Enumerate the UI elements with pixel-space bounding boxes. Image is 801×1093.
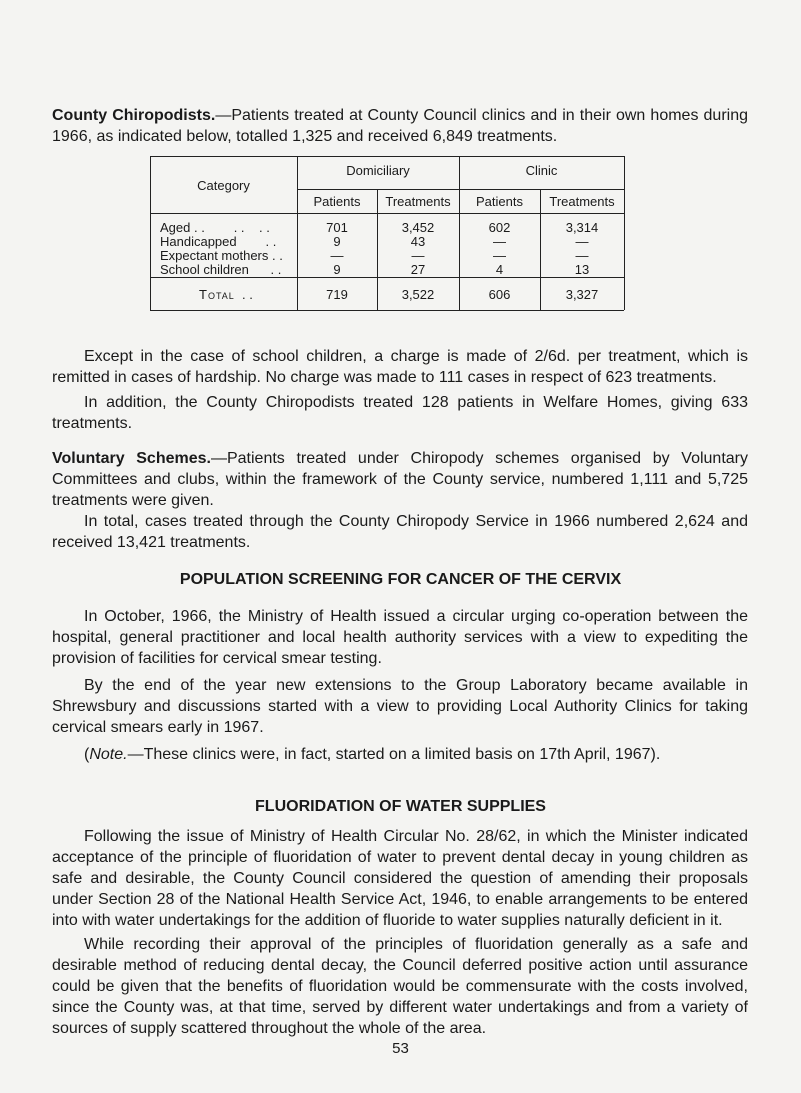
total-clinic-patients: 606	[488, 287, 511, 302]
welfare-paragraph: In addition, the County Chiropodists treated 128 patients in Welfare Homes, giving 633 treatments.	[52, 394, 748, 432]
table-subheader-rule	[297, 189, 624, 190]
voluntary-paragraph	[52, 448, 748, 511]
row-dom-treatments: —	[411, 248, 425, 263]
page-number: 53	[392, 1040, 409, 1057]
row-category: Aged . . . . . .	[160, 220, 270, 235]
cancer-paragraph-1: In October, 1966, the Ministry of Health issued a circular urging co-operation between the hospital, general practitioner and local health authority services with a view to expediting the provision of facilities for cervical smear testing.	[52, 608, 748, 667]
total-label-text: Total	[199, 287, 235, 302]
header-clinic-patients: Patients	[476, 194, 523, 209]
row-clinic-treatments: —	[575, 234, 589, 249]
table-top-rule	[150, 156, 624, 157]
row-clinic-treatments: 3,314	[565, 220, 599, 235]
row-dom-treatments: 43	[410, 234, 426, 249]
header-dom-patients: Patients	[313, 194, 361, 209]
header-clinic: Clinic	[525, 163, 558, 178]
voluntary-title: Voluntary Schemes.	[52, 450, 211, 467]
row-clinic-treatments: 13	[574, 262, 590, 277]
header-domiciliary: Domiciliary	[346, 163, 410, 178]
table-header-rule	[150, 213, 624, 214]
total-label	[199, 287, 253, 302]
row-dom-treatments: 27	[410, 262, 426, 277]
total-dom-patients: 719	[326, 287, 348, 302]
fluoridation-paragraph-2: While recording their approval of the principles of fluoridation generally as a safe and desirable method of reducing dental decay, the Council deferred positive action until assurance could be given that the benefits of fluoridation would be commensurate with the costs involved, since the County was, at that time, served by different water undertakings and from a variety of sources of supply scattered throughout the whole of the area.	[52, 936, 748, 1037]
note-text: —These clinics were, in fact, started on a limited basis on 17th April, 1967).	[127, 746, 661, 763]
row-dom-patients: 9	[333, 234, 341, 249]
intro-text: —Patients treated at County Council clinics and in their own homes during 1966, as indicated below, totalled 1,325 and received 6,849 treatments.	[52, 107, 749, 145]
voluntary-text: —Patients treated under Chiropody schemes organised by Voluntary Committees and clubs, within the framework of the County service, numbered 1,111 and 5,725 treatments were given.	[52, 450, 749, 509]
header-category: Category	[197, 178, 250, 193]
header-clinic-treatments: Treatments	[549, 194, 615, 209]
row-clinic-treatments: —	[575, 248, 589, 263]
cancer-note: (Note.—These clinics were, in fact, started on a limited basis on 17th April, 1967).	[84, 746, 661, 763]
row-dom-patients: 701	[326, 220, 348, 235]
total-clinic-treatments: 3,327	[565, 287, 599, 302]
row-clinic-patients: —	[493, 248, 506, 263]
fluoridation-heading: FLUORIDATION OF WATER SUPPLIES	[255, 798, 546, 815]
header-dom-treatments: Treatments	[385, 194, 451, 209]
row-dom-patients: —	[330, 248, 344, 263]
row-clinic-patients: —	[493, 234, 506, 249]
fluoridation-paragraph-1: Following the issue of Ministry of Health Circular No. 28/62, in which the Minister indicated acceptance of the principle of fluoridation of water to prevent dental decay in young children as safe and desirable, the County Council considered the question of amending their proposals under Section 28 of the National Health Service Act, 1946, to enable arrangements to be entered into with water undertakings for the addition of fluoride to water supplies naturally deficient in it.	[52, 828, 748, 929]
note-label: Note.	[89, 746, 128, 763]
row-clinic-patients: 602	[488, 220, 511, 235]
table-total-rule	[150, 277, 624, 278]
row-category: Expectant mothers . .	[160, 248, 283, 263]
total-paragraph: In total, cases treated through the County Chiropody Service in 1966 numbered 2,624 and received 13,421 treatments.	[52, 513, 748, 551]
table-right-rule	[624, 156, 625, 310]
cancer-paragraph-2: By the end of the year new extensions to the Group Laboratory became available in Shrewsbury and discussions started with a view to providing Local Authority Clinics for taking cervical smears early in 1967.	[52, 677, 748, 736]
charge-paragraph: Except in the case of school children, a charge is made of 2/6d. per treatment, which is remitted in cases of hardship. No charge was made to 111 cases in respect of 623 treatments.	[52, 348, 748, 386]
total-dots: . .	[242, 287, 253, 302]
row-clinic-patients: 4	[495, 262, 504, 277]
row-dom-patients: 9	[333, 262, 341, 277]
row-category: Handicapped . .	[160, 234, 277, 249]
cancer-heading: POPULATION SCREENING FOR CANCER OF THE CERVIX	[179, 571, 622, 588]
intro-title: County Chiropodists.	[52, 107, 216, 124]
row-category: School children . .	[160, 262, 282, 277]
row-dom-treatments: 3,452	[401, 220, 435, 235]
total-dom-treatments: 3,522	[401, 287, 435, 302]
intro-paragraph	[52, 105, 748, 147]
table-bottom-rule	[150, 310, 624, 311]
